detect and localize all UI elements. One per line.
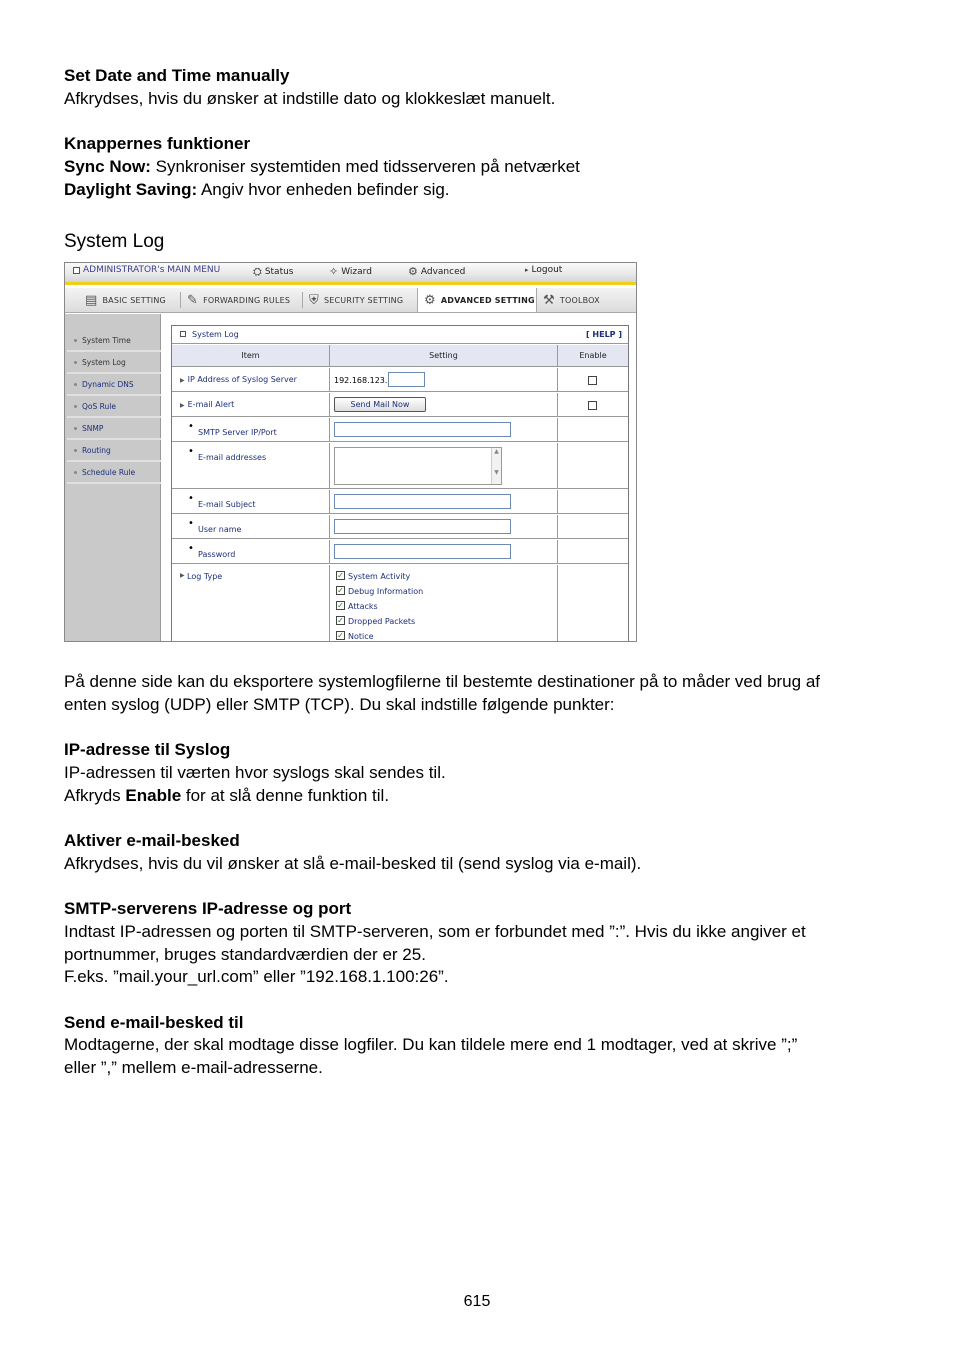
sidebar-item-system-time[interactable] — [67, 332, 161, 352]
daylight-saving-label: Daylight Saving: — [64, 180, 198, 199]
ip-syslog-label-cell — [172, 368, 330, 391]
column-header-item: Item — [172, 345, 330, 366]
email-alert-text: Afkrydses, hvis du vil ønsker at slå e-mail-besked til (send syslog via e-mail). — [64, 854, 642, 873]
admin-main-menu-label: ADMINISTRATOR's MAIN MENU — [83, 265, 221, 275]
ip-text2-post: for at slå denne funktion til. — [181, 786, 390, 805]
sync-now-description — [64, 155, 580, 178]
table-row — [172, 490, 628, 514]
log-type-label: Log Type — [187, 572, 223, 581]
log-type-checkbox[interactable]: ✓ — [337, 616, 344, 625]
email-addresses-label-cell — [172, 443, 330, 488]
sidebar-item-label: Schedule Rule — [82, 468, 136, 477]
logout-menu[interactable] — [525, 265, 562, 275]
intro-line-1: På denne side kan du eksportere systemlogfilerne til bestemte destinationer på to måder ved brug af — [64, 672, 820, 691]
table-row — [172, 515, 628, 539]
ip-last-octet-input[interactable] — [388, 372, 425, 387]
email-addresses-textarea[interactable] — [334, 447, 502, 485]
smtp-text-3: F.eks. ”mail.your_url.com” eller ”192.168.1.100:26”. — [64, 967, 449, 986]
username-label: User name — [198, 525, 242, 534]
password-input[interactable] — [334, 544, 511, 559]
sidebar-item-system-log[interactable] — [67, 354, 161, 374]
log-type-label-debug: Debug Information — [348, 587, 424, 596]
send-email-text-2: eller ”,” mellem e-mail-adresserne. — [64, 1058, 323, 1077]
table-row — [172, 368, 628, 392]
table-header — [172, 345, 628, 367]
system-log-screenshot — [64, 262, 637, 642]
ip-syslog-enable-cell — [558, 368, 628, 391]
smtp-text-1: Indtast IP-adressen og porten til SMTP-serveren, som er forbundet med ”:”. Hvis du ikke angiver et — [64, 922, 806, 941]
basic-setting-icon: ▤ — [85, 292, 98, 308]
ip-text2-bold: Enable — [125, 786, 182, 805]
daylight-saving-text: Angiv hvor enheden befinder sig. — [197, 180, 450, 199]
status-menu[interactable] — [253, 265, 294, 279]
sidebar-item-label: System Log — [82, 358, 126, 367]
help-link[interactable]: [ HELP ] — [585, 330, 622, 339]
sidebar-item-label: System Time — [82, 336, 131, 345]
bullet-icon: • — [188, 421, 194, 432]
textarea-scrollbar[interactable] — [491, 448, 501, 484]
table-row — [172, 540, 628, 564]
arrow-right-icon: ▶ — [180, 402, 185, 409]
admin-main-menu[interactable] — [73, 265, 220, 275]
bullet-icon — [74, 383, 77, 386]
ip-syslog-setting-cell — [330, 368, 558, 391]
smtp-label-cell — [172, 418, 330, 441]
ip-syslog-text-2 — [64, 784, 389, 807]
page-number: 615 — [463, 1293, 491, 1310]
ip-syslog-text-1: IP-adressen til værten hvor syslogs skal sendes til. — [64, 763, 446, 782]
log-type-checkbox[interactable]: ✓ — [337, 631, 344, 640]
nav-advanced-setting[interactable] — [417, 288, 537, 312]
wizard-menu[interactable] — [329, 265, 372, 278]
smtp-setting-cell — [330, 418, 558, 441]
email-alert-enable-checkbox[interactable] — [588, 401, 597, 410]
sidebar-item-snmp[interactable] — [67, 420, 161, 440]
bullet-icon: • — [188, 493, 194, 504]
bullet-icon: • — [188, 446, 194, 457]
sidebar-item-qos-rule[interactable] — [67, 398, 161, 418]
arrow-right-icon: ▶ — [180, 572, 185, 579]
ip-prefix-text: 192.168.123. — [334, 376, 388, 385]
nav-divider — [302, 292, 303, 308]
email-alert-setting-cell — [330, 393, 558, 416]
smtp-text-2: portnummer, bruges standardværdien der er 25. — [64, 945, 426, 964]
status-label: Status — [264, 267, 294, 277]
email-alert-label: E-mail Alert — [187, 400, 235, 409]
password-label-cell — [172, 540, 330, 563]
toolbox-icon: ⚒ — [543, 292, 555, 308]
panel-title-bar — [172, 326, 628, 344]
nav-forwarding-rules[interactable] — [187, 288, 290, 312]
sidebar-item-label: QoS Rule — [82, 402, 116, 411]
sync-now-text: Synkroniser systemtiden med tidsserveren på netværket — [150, 157, 580, 176]
advanced-setting-icon: ⚙ — [424, 292, 436, 308]
nav-toolbox[interactable] — [543, 288, 600, 312]
log-type-label-system-activity: System Activity — [348, 572, 411, 581]
system-log-panel — [171, 325, 629, 642]
bullet-icon — [74, 361, 77, 364]
advanced-label: Advanced — [420, 266, 466, 277]
password-label: Password — [198, 550, 236, 559]
smtp-server-input[interactable] — [334, 422, 511, 437]
sidebar-item-label: SNMP — [82, 424, 104, 433]
send-email-text-1: Modtagerne, der skal modtage disse logfiler. Du kan tildele mere end 1 modtager, ved at skrive ”;” — [64, 1035, 798, 1054]
log-type-checkbox[interactable]: ✓ — [337, 586, 344, 595]
username-input[interactable] — [334, 519, 511, 534]
section-title-email-alert: Aktiver e-mail-besked — [64, 831, 240, 850]
nav-divider — [180, 292, 181, 308]
top-menu-bar — [65, 263, 636, 285]
bullet-icon: • — [188, 518, 194, 529]
log-type-label-dropped: Dropped Packets — [348, 617, 416, 626]
logout-label: Logout — [531, 265, 563, 275]
subject-setting-cell — [330, 490, 558, 513]
advanced-icon: ⚙ — [408, 265, 418, 278]
column-header-enable: Enable — [579, 351, 607, 360]
section-title-send-email: Send e-mail-besked til — [64, 1013, 244, 1032]
nav-basic-setting[interactable] — [85, 288, 166, 312]
table-row — [172, 418, 628, 442]
log-type-setting-cell — [330, 565, 558, 642]
status-icon: ⛭ — [253, 265, 262, 278]
log-type-label-attacks: Attacks — [348, 602, 378, 611]
log-type-label-notice: Notice — [348, 632, 374, 641]
bullet-icon — [74, 405, 77, 408]
daylight-saving-description — [64, 178, 450, 201]
section-title-buttons: Knappernes funktioner — [64, 134, 251, 153]
sidebar-item-schedule-rule[interactable] — [67, 464, 161, 484]
log-type-checkbox[interactable]: ✓ — [337, 571, 344, 580]
scroll-down-icon: ▼ — [494, 469, 499, 476]
sidebar-item-routing[interactable] — [67, 442, 161, 462]
nav-security-setting[interactable] — [309, 288, 403, 312]
email-subject-input[interactable] — [334, 494, 511, 509]
table-row — [172, 443, 628, 489]
bullet-icon — [74, 471, 77, 474]
email-addresses-label: E-mail addresses — [198, 453, 267, 462]
username-label-cell — [172, 515, 330, 538]
section-title-set-date: Set Date and Time manually — [64, 66, 290, 85]
wizard-icon: ✧ — [329, 265, 339, 278]
bullet-icon — [74, 449, 77, 452]
bullet-icon — [74, 339, 77, 342]
scroll-up-icon: ▲ — [494, 448, 499, 455]
smtp-label: SMTP Server IP/Port — [198, 428, 277, 437]
nav-toolbox-label: TOOLBOX — [559, 295, 600, 305]
intro-line-2: enten syslog (UDP) eller SMTP (TCP). Du skal indstille følgende punkter: — [64, 695, 615, 714]
email-addresses-setting-cell — [330, 443, 558, 488]
username-setting-cell — [330, 515, 558, 538]
forwarding-icon: ✎ — [187, 292, 199, 308]
password-setting-cell — [330, 540, 558, 563]
nav-basic-label: BASIC SETTING — [102, 295, 166, 305]
ip-text2-pre: Afkryds — [64, 786, 126, 805]
sidebar-item-label: Routing — [82, 446, 111, 455]
section-title-ip-syslog: IP-adresse til Syslog — [64, 740, 231, 759]
sidebar — [65, 314, 161, 642]
menu-square-icon — [73, 267, 80, 274]
table-row — [172, 393, 628, 417]
sidebar-item-label: Dynamic DNS — [82, 380, 134, 389]
subject-label-cell — [172, 490, 330, 513]
nav-advanced-label: ADVANCED SETTING — [440, 295, 535, 305]
nav-forwarding-label: FORWARDING RULES — [203, 295, 291, 305]
nav-security-label: SECURITY SETTING — [323, 295, 404, 305]
section-heading-system-log: System Log — [64, 231, 165, 252]
sidebar-item-dynamic-dns[interactable] — [67, 376, 161, 396]
table-row — [172, 565, 628, 642]
log-type-label-cell — [172, 565, 330, 642]
section-title-smtp: SMTP-serverens IP-adresse og port — [64, 899, 352, 918]
bullet-icon — [74, 427, 77, 430]
subject-label: E-mail Subject — [198, 500, 256, 509]
section-text-set-date: Afkrydses, hvis du ønsker at indstille dato og klokkeslæt manuelt. — [64, 89, 556, 108]
arrow-right-icon: ▸ — [525, 266, 529, 274]
column-header-setting: Setting — [330, 345, 558, 366]
email-alert-enable-cell — [558, 393, 628, 416]
panel-title: System Log — [192, 330, 239, 339]
bullet-icon: • — [188, 543, 194, 554]
advanced-menu[interactable] — [408, 265, 465, 278]
security-icon: ⛨ — [309, 292, 319, 308]
log-type-checkbox[interactable]: ✓ — [337, 601, 344, 610]
main-nav-bar — [65, 288, 636, 313]
syslog-enable-checkbox[interactable] — [588, 376, 597, 385]
send-mail-now-button[interactable]: Send Mail Now — [334, 397, 426, 412]
sync-now-label: Sync Now: — [64, 157, 151, 176]
arrow-right-icon: ▶ — [180, 377, 185, 384]
ip-syslog-label: IP Address of Syslog Server — [187, 375, 297, 384]
wizard-label: Wizard — [341, 266, 372, 277]
panel-square-icon — [180, 331, 186, 337]
email-alert-label-cell — [172, 393, 330, 416]
